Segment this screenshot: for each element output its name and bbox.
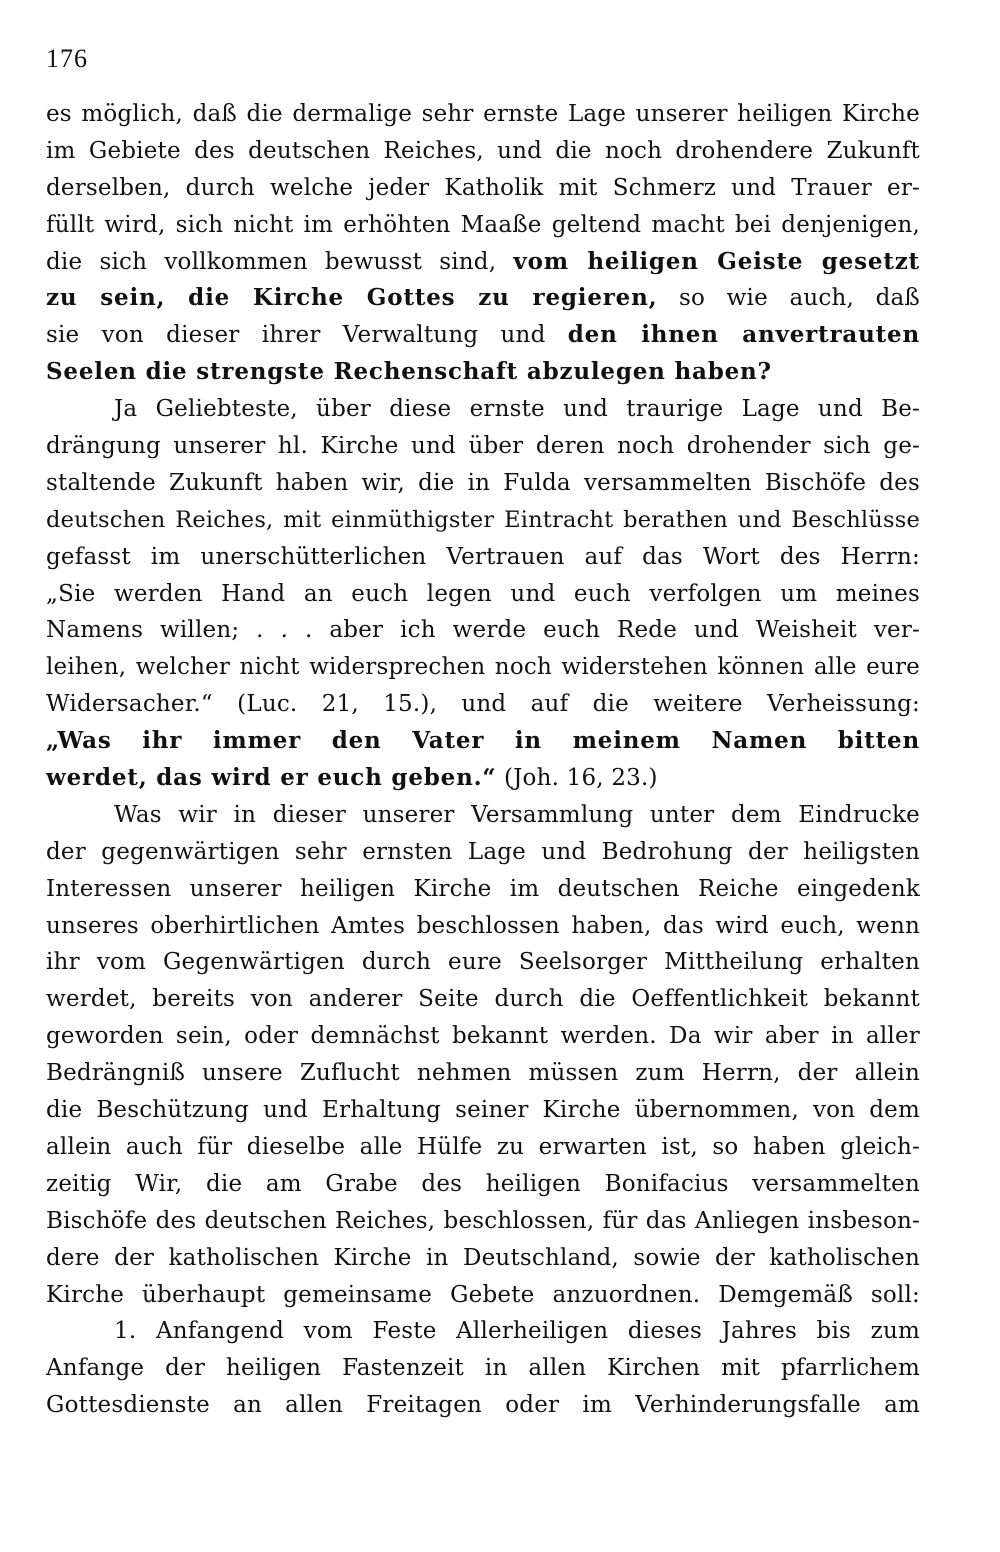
line-text: Gottesdienste an allen Freitagen oder im Verhinderungsfalle am [46,1392,920,1419]
text-line [46,723,920,760]
line-text: so wie auch, daß [657,285,920,312]
text-line [46,612,920,649]
text-line [46,280,920,317]
line-text: die sich vollkommen bewusst sind, [46,248,514,275]
line-text: derselben, durch welche jeder Katholik mit Schmerz und Trauer er- [46,174,920,201]
text-line [46,1166,920,1203]
line-text: Ja Geliebteste, über diese ernste und traurige Lage und Be- [114,396,920,423]
line-text: leihen, welcher nicht widersprechen noch widerstehen können alle eure [46,654,920,681]
text-line [46,1387,920,1424]
line-text: die Beschützung und Erhaltung seiner Kirche übernommen, von dem [46,1097,920,1124]
emphasized-text: zu sein, die Kirche Gottes zu regieren, [46,284,658,312]
text-line [46,1313,920,1350]
line-text: staltende Zukunft haben wir, die in Fulda versammelten Bischöfe des [46,469,920,496]
text-line [46,1092,920,1129]
line-text: dere der katholischen Kirche in Deutschland, sowie der katholischen [46,1244,920,1271]
text-line [46,1350,920,1387]
line-text: „Sie werden Hand an euch legen und euch verfolgen um meines [46,580,920,607]
line-text: geworden sein, oder demnächst bekannt werden. Da wir aber in aller [46,1023,920,1050]
text-line [46,908,920,945]
text-line [46,539,920,576]
text-line [46,797,920,834]
line-text: werdet, bereits von anderer Seite durch die Oeffentlichkeit bekannt [46,986,920,1013]
line-text: allein auch für dieselbe alle Hülfe zu erwarten ist, so haben gleich- [46,1133,920,1160]
text-line [46,1055,920,1092]
line-text: (Joh. 16, 23.) [496,765,658,792]
body-text [46,96,920,1424]
text-line [46,96,920,133]
line-text: ihr vom Gegenwärtigen durch eure Seelsorger Mittheilung erhalten [46,949,920,976]
text-line [46,502,920,539]
emphasized-text: vom heiligen Geiste gesetzt [513,247,920,275]
text-line [46,1129,920,1166]
emphasized-text: Seelen die strengste Rechenschaft abzulegen haben? [46,358,772,386]
text-line [46,649,920,686]
line-text: sie von dieser ihrer Verwaltung und [46,322,568,349]
text-line [46,465,920,502]
line-text: unseres oberhirtlichen Amtes beschlossen haben, das wird euch, wenn [46,912,920,939]
text-line [46,576,920,613]
text-line [46,354,920,391]
text-line [46,1018,920,1055]
page-number: 176 [46,44,88,73]
line-text: deutschen Reiches, mit einmüthigster Eintracht berathen und Beschlüsse [46,506,920,533]
line-text: 1. Anfangend vom Feste Allerheiligen dieses Jahres bis zum [114,1318,920,1345]
emphasized-text: „Was ihr immer den Vater in meinem Namen bitten [46,727,920,755]
line-text: Was wir in dieser unserer Versammlung unter dem Eindrucke [114,801,920,828]
text-line [46,244,920,281]
line-text: Interessen unserer heiligen Kirche im deutschen Reiche eingedenk [46,875,920,902]
line-text: zeitig Wir, die am Grabe des heiligen Bonifacius versammelten [46,1170,920,1197]
text-line [46,428,920,465]
text-line [46,170,920,207]
line-text: Bischöfe des deutschen Reiches, beschlossen, für das Anliegen insbeson- [46,1207,920,1234]
line-text: der gegenwärtigen sehr ernsten Lage und Bedrohung der heiligsten [46,838,920,865]
line-text: Anfange der heiligen Fastenzeit in allen Kirchen mit pfarrlichem [46,1355,920,1382]
text-line [46,760,920,797]
line-text: Widersacher.“ (Luc. 21, 15.), und auf die weitere Verheissung: [46,691,920,718]
text-line [46,944,920,981]
text-line [46,317,920,354]
text-line [46,1240,920,1277]
line-text: füllt wird, sich nicht im erhöhten Maaße geltend macht bei denjenigen, [46,211,920,238]
line-text: Kirche überhaupt gemeinsame Gebete anzuordnen. Demgemäß soll: [46,1281,920,1308]
text-line [46,133,920,170]
emphasized-text: werdet, das wird er euch geben.“ [46,764,497,792]
text-line [46,834,920,871]
text-line [46,391,920,428]
line-text: im Gebiete des deutschen Reiches, und die noch drohendere Zukunft [46,137,920,164]
text-line [46,981,920,1018]
line-text: drängung unserer hl. Kirche und über deren noch drohender sich ge- [46,433,920,460]
text-line [46,1277,920,1314]
text-line [46,686,920,723]
text-line [46,1203,920,1240]
line-text: Namens willen; . . . aber ich werde euch Rede und Weisheit ver- [46,617,920,644]
emphasized-text: den ihnen anvertrauten [567,321,920,349]
line-text: Bedrängniß unsere Zuflucht nehmen müssen zum Herrn, der allein [46,1060,920,1087]
text-line [46,871,920,908]
line-text: es möglich, daß die dermalige sehr ernste Lage unserer heiligen Kirche [46,101,920,127]
text-line [46,207,920,244]
line-text: gefasst im unerschütterlichen Vertrauen auf das Wort des Herrn: [46,543,920,570]
